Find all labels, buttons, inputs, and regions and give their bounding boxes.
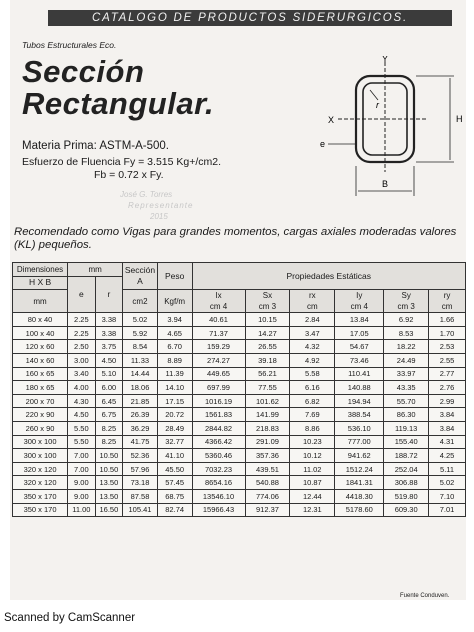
table-cell: 2844.82	[192, 421, 245, 435]
table-cell: 697.99	[192, 381, 245, 395]
table-cell: 155.40	[384, 435, 429, 449]
table-cell: 55.70	[384, 394, 429, 408]
table-cell: 5360.46	[192, 449, 245, 463]
bleed-through-text: Representante	[128, 201, 194, 210]
table-cell: 3.47	[290, 326, 335, 340]
header-sy	[384, 290, 429, 313]
table-cell: 82.74	[157, 503, 192, 517]
table-cell: 41.75	[123, 435, 158, 449]
table-cell: 7.00	[68, 462, 96, 476]
iy-unit: cm 4	[350, 302, 368, 312]
y-axis-label: Y	[382, 56, 389, 64]
recommendation-text: Recomendado como Vigas para grandes momentos, cargas axiales moderadas valores (KL) pequeños.	[14, 226, 457, 251]
table-cell: 10.50	[95, 449, 123, 463]
table-cell: 7.01	[429, 503, 466, 517]
table-cell: 52.36	[123, 449, 158, 463]
table-cell: 4418.30	[335, 489, 384, 503]
ix-label: Ix	[215, 291, 222, 301]
table-row	[13, 381, 466, 395]
table-cell: 320 x 120	[13, 462, 68, 476]
table-cell: 13.50	[95, 489, 123, 503]
table-cell: 40.61	[192, 313, 245, 327]
table-cell: 105.41	[123, 503, 158, 517]
table-cell: 12.31	[290, 503, 335, 517]
table-cell: 774.06	[245, 489, 290, 503]
table-row	[13, 449, 466, 463]
header-ix	[192, 290, 245, 313]
table-cell: 17.05	[335, 326, 384, 340]
table-cell: 306.88	[384, 476, 429, 490]
table-cell: 2.84	[290, 313, 335, 327]
table-cell: 120 x 60	[13, 340, 68, 354]
thickness-label: e	[320, 139, 326, 149]
table-cell: 10.23	[290, 435, 335, 449]
table-cell: 21.85	[123, 394, 158, 408]
table-cell: 7.00	[68, 449, 96, 463]
table-cell: 14.10	[157, 381, 192, 395]
source-note: Fuente Conduven.	[400, 593, 450, 599]
table-cell: 4.30	[68, 394, 96, 408]
table-cell: 119.13	[384, 421, 429, 435]
table-cell: 1841.31	[335, 476, 384, 490]
table-row	[13, 340, 466, 354]
table-cell: 2.77	[429, 367, 466, 381]
table-cell: 3.00	[68, 353, 96, 367]
catalog-banner: CATALOGO DE PRODUCTOS SIDERURGICOS.	[48, 10, 452, 26]
yield-strength: Esfuerzo de Fluencia Fy = 3.515 Kg+/cm2.	[22, 156, 222, 168]
table-cell: 28.49	[157, 421, 192, 435]
table-cell: 10.50	[95, 462, 123, 476]
page-title-line1: Sección	[22, 54, 145, 89]
table-cell: 3.38	[95, 313, 123, 327]
table-cell: 11.00	[68, 503, 96, 517]
table-cell: 57.96	[123, 462, 158, 476]
ry-unit: cm	[441, 302, 453, 312]
table-cell: 5.50	[68, 421, 96, 435]
table-row	[13, 435, 466, 449]
table-cell: 4.25	[429, 449, 466, 463]
bleed-through-text: José G. Torres	[120, 190, 173, 199]
header-area-unit: cm2	[123, 290, 158, 313]
table-cell: 57.45	[157, 476, 192, 490]
table-cell: 160 x 65	[13, 367, 68, 381]
table-cell: 6.45	[95, 394, 123, 408]
table-cell: 10.87	[290, 476, 335, 490]
product-subtitle: Tubos Estructurales Eco.	[22, 40, 117, 50]
table-cell: 5.50	[68, 435, 96, 449]
table-cell: 6.75	[95, 408, 123, 422]
material-spec: Materia Prima: ASTM-A-500.	[22, 140, 169, 152]
table-row	[13, 353, 466, 367]
table-cell: 9.00	[68, 476, 96, 490]
table-row	[13, 313, 466, 327]
header-ry	[429, 290, 466, 313]
rx-unit: cm	[307, 302, 318, 312]
table-cell: 140.88	[335, 381, 384, 395]
table-cell: 33.97	[384, 367, 429, 381]
table-cell: 73.46	[335, 353, 384, 367]
table-cell: 4.31	[429, 435, 466, 449]
x-axis-label: X	[328, 115, 335, 125]
table-cell: 24.49	[384, 353, 429, 367]
table-cell: 4.50	[68, 408, 96, 422]
header-r: r	[95, 276, 123, 313]
table-cell: 18.06	[123, 381, 158, 395]
table-cell: 36.29	[123, 421, 158, 435]
table-cell: 4.50	[95, 353, 123, 367]
table-cell: 13.50	[95, 476, 123, 490]
table-cell: 100 x 40	[13, 326, 68, 340]
table-cell: 54.67	[335, 340, 384, 354]
page-title-line2: Rectangular.	[22, 86, 215, 121]
table-cell: 11.33	[123, 353, 158, 367]
table-cell: 6.16	[290, 381, 335, 395]
table-cell: 6.00	[95, 381, 123, 395]
table-cell: 2.55	[429, 353, 466, 367]
table-cell: 274.27	[192, 353, 245, 367]
table-cell: 1561.83	[192, 408, 245, 422]
bleed-through-text: 2015	[150, 212, 168, 221]
table-cell: 3.84	[429, 421, 466, 435]
table-row	[13, 326, 466, 340]
ry-label: ry	[443, 291, 451, 301]
header-sx	[245, 290, 290, 313]
table-row	[13, 462, 466, 476]
header-e: e	[68, 276, 96, 313]
table-cell: 5.10	[95, 367, 123, 381]
table-cell: 1.70	[429, 326, 466, 340]
table-cell: 9.00	[68, 489, 96, 503]
table-row	[13, 408, 466, 422]
table-cell: 7.10	[429, 489, 466, 503]
table-cell: 110.41	[335, 367, 384, 381]
table-cell: 7.69	[290, 408, 335, 422]
table-cell: 449.65	[192, 367, 245, 381]
table-cell: 2.76	[429, 381, 466, 395]
table-cell: 71.37	[192, 326, 245, 340]
table-cell: 388.54	[335, 408, 384, 422]
table-cell: 8.53	[384, 326, 429, 340]
table-cell: 80 x 40	[13, 313, 68, 327]
table-cell: 8654.16	[192, 476, 245, 490]
table-cell: 218.83	[245, 421, 290, 435]
table-cell: 6.92	[384, 313, 429, 327]
table-cell: 20.72	[157, 408, 192, 422]
table-cell: 194.94	[335, 394, 384, 408]
table-cell: 159.29	[192, 340, 245, 354]
table-cell: 77.55	[245, 381, 290, 395]
table-cell: 260 x 90	[13, 421, 68, 435]
allowable-stress: Fb = 0.72 x Fy.	[94, 169, 164, 181]
table-cell: 14.44	[123, 367, 158, 381]
ix-unit: cm 4	[209, 302, 228, 312]
table-cell: 3.94	[157, 313, 192, 327]
width-label: B	[382, 179, 389, 189]
table-cell: 4.92	[290, 353, 335, 367]
table-row	[13, 489, 466, 503]
header-dimensiones: Dimensiones	[13, 263, 68, 277]
table-cell: 5.02	[123, 313, 158, 327]
table-cell: 12.44	[290, 489, 335, 503]
header-propiedades: Propiedades Estáticas	[192, 263, 466, 290]
table-cell: 87.58	[123, 489, 158, 503]
table-cell: 41.10	[157, 449, 192, 463]
table-cell: 252.04	[384, 462, 429, 476]
table-cell: 68.75	[157, 489, 192, 503]
properties-table	[12, 262, 466, 517]
table-cell: 16.50	[95, 503, 123, 517]
table-cell: 300 x 100	[13, 435, 68, 449]
sx-unit: cm 3	[258, 302, 277, 312]
table-cell: 5.92	[123, 326, 158, 340]
table-cell: 8.89	[157, 353, 192, 367]
table-cell: 200 x 70	[13, 394, 68, 408]
table-cell: 609.30	[384, 503, 429, 517]
table-cell: 3.38	[95, 326, 123, 340]
table-cell: 5.11	[429, 462, 466, 476]
table-row	[13, 476, 466, 490]
table-cell: 43.35	[384, 381, 429, 395]
table-cell: 7032.23	[192, 462, 245, 476]
rx-label: rx	[309, 291, 316, 301]
table-cell: 5.02	[429, 476, 466, 490]
header-weight-unit: Kgf/m	[157, 290, 192, 313]
table-cell: 220 x 90	[13, 408, 68, 422]
table-cell: 8.86	[290, 421, 335, 435]
header-seccion: Sección A	[123, 263, 158, 290]
table-cell: 4.00	[68, 381, 96, 395]
table-cell: 1016.19	[192, 394, 245, 408]
table-row	[13, 394, 466, 408]
table-cell: 17.15	[157, 394, 192, 408]
table-cell: 350 x 170	[13, 503, 68, 517]
table-cell: 4.32	[290, 340, 335, 354]
table-row	[13, 367, 466, 381]
table-cell: 10.15	[245, 313, 290, 327]
table-cell: 188.72	[384, 449, 429, 463]
table-cell: 18.22	[384, 340, 429, 354]
table-cell: 300 x 100	[13, 449, 68, 463]
table-cell: 26.39	[123, 408, 158, 422]
table-cell: 11.39	[157, 367, 192, 381]
table-cell: 2.99	[429, 394, 466, 408]
table-cell: 6.70	[157, 340, 192, 354]
header-rx	[290, 290, 335, 313]
table-cell: 291.09	[245, 435, 290, 449]
table-cell: 13.84	[335, 313, 384, 327]
height-label: H	[456, 114, 463, 124]
table-cell: 10.12	[290, 449, 335, 463]
header-hxb: H X B	[13, 276, 68, 290]
table-cell: 2.50	[68, 340, 96, 354]
table-cell: 439.51	[245, 462, 290, 476]
table-cell: 1.66	[429, 313, 466, 327]
table-cell: 86.30	[384, 408, 429, 422]
table-cell: 8.25	[95, 435, 123, 449]
catalog-page	[10, 0, 466, 600]
table-cell: 141.99	[245, 408, 290, 422]
table-cell: 26.55	[245, 340, 290, 354]
table-cell: 15966.43	[192, 503, 245, 517]
table-cell: 101.62	[245, 394, 290, 408]
table-cell: 11.02	[290, 462, 335, 476]
iy-label: Iy	[356, 291, 363, 301]
table-cell: 2.25	[68, 326, 96, 340]
header-mm: mm	[68, 263, 123, 277]
section-diagram	[316, 56, 466, 198]
table-cell: 4366.42	[192, 435, 245, 449]
table-cell: 32.77	[157, 435, 192, 449]
table-cell: 350 x 170	[13, 489, 68, 503]
table-cell: 180 x 65	[13, 381, 68, 395]
table-cell: 13546.10	[192, 489, 245, 503]
table-cell: 4.65	[157, 326, 192, 340]
sx-label: Sx	[262, 291, 273, 301]
table-cell: 45.50	[157, 462, 192, 476]
table-cell: 39.18	[245, 353, 290, 367]
sy-unit: cm 3	[397, 302, 415, 312]
table-cell: 8.54	[123, 340, 158, 354]
header-iy	[335, 290, 384, 313]
table-cell: 14.27	[245, 326, 290, 340]
table-cell: 777.00	[335, 435, 384, 449]
sy-label: Sy	[401, 291, 411, 301]
table-cell: 5178.60	[335, 503, 384, 517]
table-cell: 5.58	[290, 367, 335, 381]
table-cell: 912.37	[245, 503, 290, 517]
table-cell: 536.10	[335, 421, 384, 435]
scanner-watermark: Scanned by CamScanner	[4, 612, 136, 624]
table-cell: 1512.24	[335, 462, 384, 476]
table-cell: 2.25	[68, 313, 96, 327]
table-cell: 6.82	[290, 394, 335, 408]
header-hxb-unit: mm	[13, 290, 68, 313]
table-cell: 140 x 60	[13, 353, 68, 367]
table-cell: 3.84	[429, 408, 466, 422]
header-peso: Peso	[157, 263, 192, 290]
table-cell: 8.25	[95, 421, 123, 435]
table-row	[13, 503, 466, 517]
table-cell: 2.53	[429, 340, 466, 354]
table-cell: 3.75	[95, 340, 123, 354]
table-cell: 540.88	[245, 476, 290, 490]
table-cell: 56.21	[245, 367, 290, 381]
table-body	[13, 313, 466, 517]
table-cell: 519.80	[384, 489, 429, 503]
table-row	[13, 421, 466, 435]
table-cell: 73.18	[123, 476, 158, 490]
radius-label: r	[376, 100, 379, 110]
table-cell: 3.40	[68, 367, 96, 381]
table-cell: 320 x 120	[13, 476, 68, 490]
table-cell: 357.36	[245, 449, 290, 463]
table-cell: 941.62	[335, 449, 384, 463]
